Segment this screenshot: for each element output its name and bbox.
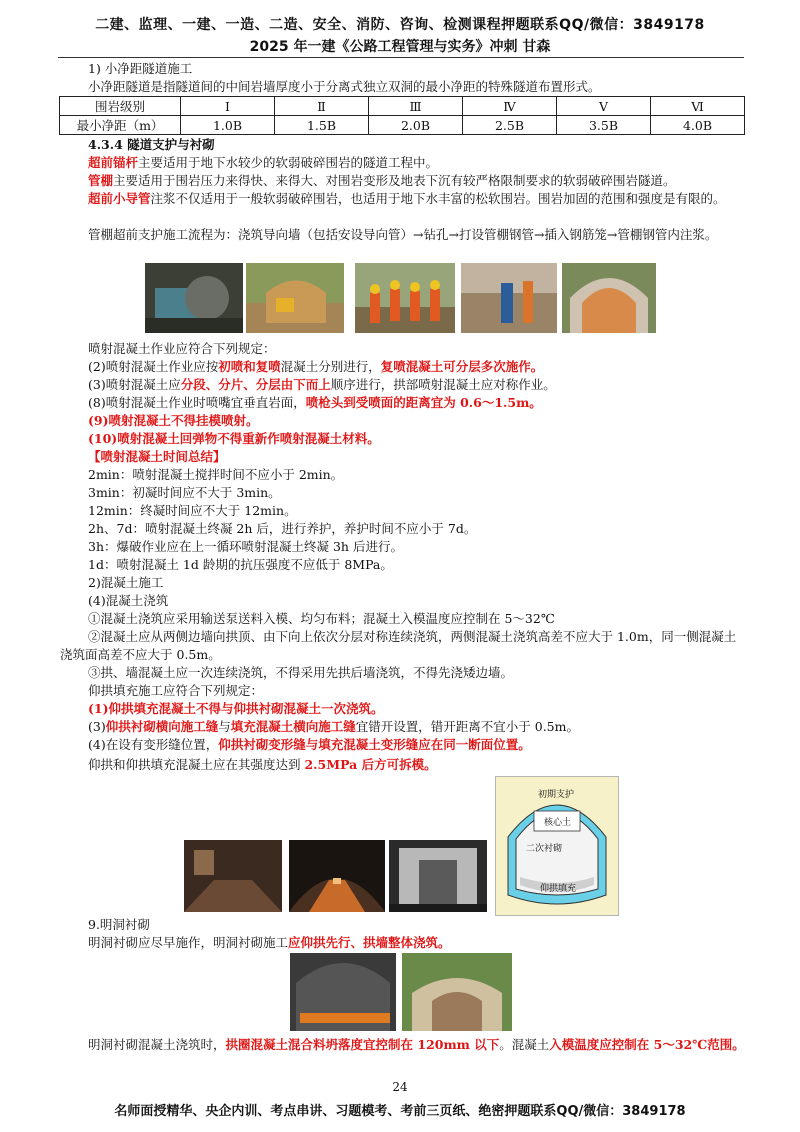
paragraph-pipe-roof — [88, 172, 748, 190]
table-cell: Ⅳ — [463, 97, 557, 116]
shotcrete-rule-10: (10)喷射混凝土回弹物不得重新作喷射混凝土材料。 — [88, 431, 380, 446]
table-cell: Ⅵ — [651, 97, 745, 116]
min-spacing-table — [59, 96, 745, 135]
time-item: 2h、7d：喷射混凝土终凝 2h 后，进行养护，养护时间不应小于 7d。 — [88, 521, 477, 536]
paragraph-pipe-roof-process: 管棚超前支护施工流程为：浇筑导向墙（包括安设导向管）→钻孔→打设管棚钢管→插入钢筋笼→管棚钢管内注浆。 — [88, 227, 718, 242]
invert-rule-1: (1)仰拱填充混凝土不得与仰拱衬砌混凝土一次浇筑。 — [88, 701, 384, 716]
text: (3) — [88, 719, 106, 734]
table-cell: Ⅲ — [369, 97, 463, 116]
term: 管棚 — [88, 173, 114, 188]
table-cell: 围岩级别 — [60, 97, 181, 116]
highlight: 分段、分片、分层由下而上 — [180, 377, 331, 392]
highlight: 仰拱衬砌横向施工缝 — [105, 719, 219, 734]
diagram-label-core: 核心土 — [544, 818, 572, 828]
concrete-pouring-subtitle: (4)混凝土浇筑 — [88, 593, 169, 608]
time-item: 1d：喷射混凝土 1d 龄期的抗压强度不应低于 8MPa。 — [88, 557, 393, 572]
text: 仰拱和仰拱填充混凝土应在其强度达到 — [88, 757, 305, 772]
text: 顺序进行，拱部喷射混凝土应对称作业。 — [330, 377, 556, 392]
photo-open-cut-formwork — [290, 953, 396, 1031]
text: 。混凝土 — [499, 1037, 550, 1052]
table-cell: Ⅰ — [181, 97, 275, 116]
text: (8)喷射混凝土作业时喷嘴宜垂直岩面， — [88, 395, 306, 410]
highlight: 填充混凝土横向施工缝 — [230, 719, 356, 734]
time-item: 3min：初凝时间应不大于 3min。 — [88, 485, 281, 500]
open-cut-lining-title: 9.明洞衬砌 — [88, 917, 150, 932]
text: (4)在设有变形缝位置， — [88, 737, 219, 752]
highlight: 喷枪头到受喷面的距离宜为 0.6～1.5m。 — [305, 395, 542, 410]
concrete-rule-2: ②混凝土应从两侧边墙向拱顶、由下向上依次分层对称连续浇筑，两侧混凝土浇筑高差不应大于 1.0m，同一侧混凝土浇筑面高差不应大于 0.5m。 — [60, 629, 737, 662]
concrete-construction-title: 2)混凝土施工 — [88, 575, 164, 590]
text: 明洞衬砌混凝土浇筑时， — [88, 1037, 226, 1052]
diagram-label-initial-support: 初期支护 — [538, 790, 575, 800]
time-item: 3h：爆破作业应在上一循环喷射混凝土终凝 3h 后进行。 — [88, 539, 403, 554]
table-cell: 3.5B — [557, 116, 651, 135]
text: 注浆不仅适用于一般软弱破碎围岩，也适用于地下水丰富的松软围岩。围岩加固的范围和强度是有限的。 — [150, 191, 726, 206]
tunnel-cross-section-diagram — [495, 776, 619, 916]
photo-open-cut-portal — [402, 953, 512, 1031]
photo-workers-pipe — [355, 263, 455, 333]
text: 宜错开设置，错开距离不宜小于 0.5m。 — [355, 719, 579, 734]
open-cut-rule-1 — [88, 934, 748, 952]
time-item: 2min：喷射混凝土搅拌时间不应小于 2min。 — [88, 467, 344, 482]
invert-rule-4 — [88, 736, 748, 754]
open-cut-rule-2 — [60, 1036, 750, 1054]
photo-portal-excavation — [246, 263, 344, 333]
text: 明洞衬砌应尽早施作，明洞衬砌施工 — [88, 935, 289, 950]
highlight: 拱圈混凝土混合料坍落度宜控制在 120mm 以下 — [225, 1037, 500, 1052]
text: 混凝土分别进行， — [280, 359, 381, 374]
shotcrete-time-summary: 【喷射混凝土时间总结】 — [88, 449, 226, 464]
page-number: 24 — [392, 1080, 408, 1094]
shotcrete-rule-9: (9)喷射混凝土不得挂模喷射。 — [88, 413, 259, 428]
paragraph-small-pipe — [60, 190, 748, 208]
highlight: 仰拱衬砌变形缝与填充混凝土变形缝应在同一断面位置。 — [218, 737, 531, 752]
text: 主要适用于地下水较少的软弱破碎围岩的隧道工程中。 — [138, 155, 439, 170]
photo-pipe-roof-arch — [562, 263, 656, 333]
photo-invert-rebar — [289, 840, 385, 912]
table-cell: 1.5B — [275, 116, 369, 135]
term: 超前小导管 — [88, 191, 151, 206]
table-cell: 2.5B — [463, 116, 557, 135]
shotcrete-intro: 喷射混凝土作业应符合下列规定： — [88, 341, 276, 356]
concrete-rule-3: ③拱、墙混凝土应一次连续浇筑，不得采用先拱后墙浇筑，不得先浇矮边墙。 — [88, 665, 514, 680]
photo-drilling-rig — [145, 263, 243, 333]
highlight: 入模温度应控制在 5～32℃范围。 — [549, 1037, 745, 1052]
section-heading-support-lining: 4.3.4 隧道支护与衬砌 — [88, 137, 215, 152]
highlight: 复喷混凝土可分层多次施作。 — [380, 359, 544, 374]
concrete-rule-1: ①混凝土浇筑应采用输送泵送料入模、均匀布料；混凝土入模温度应控制在 5～32℃ — [88, 611, 555, 626]
diagram-label-secondary-lining: 二次衬砌 — [526, 844, 563, 854]
table-cell: 2.0B — [369, 116, 463, 135]
shotcrete-rule-3 — [88, 376, 748, 394]
invert-intro: 仰拱填充施工应符合下列规定： — [88, 683, 264, 698]
table-row — [60, 97, 745, 116]
table-cell: 1.0B — [181, 116, 275, 135]
footer-contact: 名师面授精华、央企内训、考点串讲、习题模考、考前三页纸、绝密押题联系QQ/微信：3849178 — [114, 1104, 686, 1119]
table-cell: Ⅱ — [275, 97, 369, 116]
highlight: 应仰拱先行、拱墙整体浇筑。 — [288, 935, 451, 950]
header-title: 2025 年一建《公路工程管理与实务》冲刺 甘森 — [249, 39, 551, 55]
term: 超前锚杆 — [88, 155, 139, 170]
text: (2)喷射混凝土作业应按 — [88, 359, 219, 374]
shotcrete-rule-8 — [88, 394, 748, 412]
text: 与 — [218, 719, 231, 734]
header-contact: 二建、监理、一建、一造、二造、安全、消防、咨询、检测课程押题联系QQ/微信：3849178 — [95, 17, 705, 33]
invert-rule-3 — [88, 718, 748, 736]
header-divider — [58, 57, 744, 58]
invert-strip-rule — [88, 756, 748, 774]
text: 主要适用于围岩压力来得快、来得大、对围岩变形及地表下沉有较严格限制要求的软弱破碎围岩隧道。 — [113, 173, 676, 188]
highlight: 2.5MPa 后方可拆模。 — [304, 757, 437, 772]
table-cell: 4.0B — [651, 116, 745, 135]
time-item: 12min：终凝时间应不大于 12min。 — [88, 503, 297, 518]
section-title-small-spacing: 1) 小净距隧道施工 — [88, 61, 193, 76]
diagram-label-invert-fill: 仰拱填充 — [540, 884, 577, 894]
photo-invert-concrete — [184, 840, 282, 912]
table-row — [60, 116, 745, 135]
paragraph-advance-anchor — [88, 154, 748, 172]
small-spacing-definition: 小净距隧道是指隧道间的中间岩墙厚度小于分离式独立双洞的最小净距的特殊隧道布置形式。 — [88, 79, 601, 94]
table-cell: Ⅴ — [557, 97, 651, 116]
text: (3)喷射混凝土应 — [88, 377, 181, 392]
highlight: 初喷和复喷 — [218, 359, 281, 374]
photo-lining-trolley — [389, 840, 487, 912]
shotcrete-rule-2 — [88, 358, 748, 376]
photo-guide-wall — [461, 263, 557, 333]
table-cell: 最小净距（m） — [60, 116, 181, 135]
